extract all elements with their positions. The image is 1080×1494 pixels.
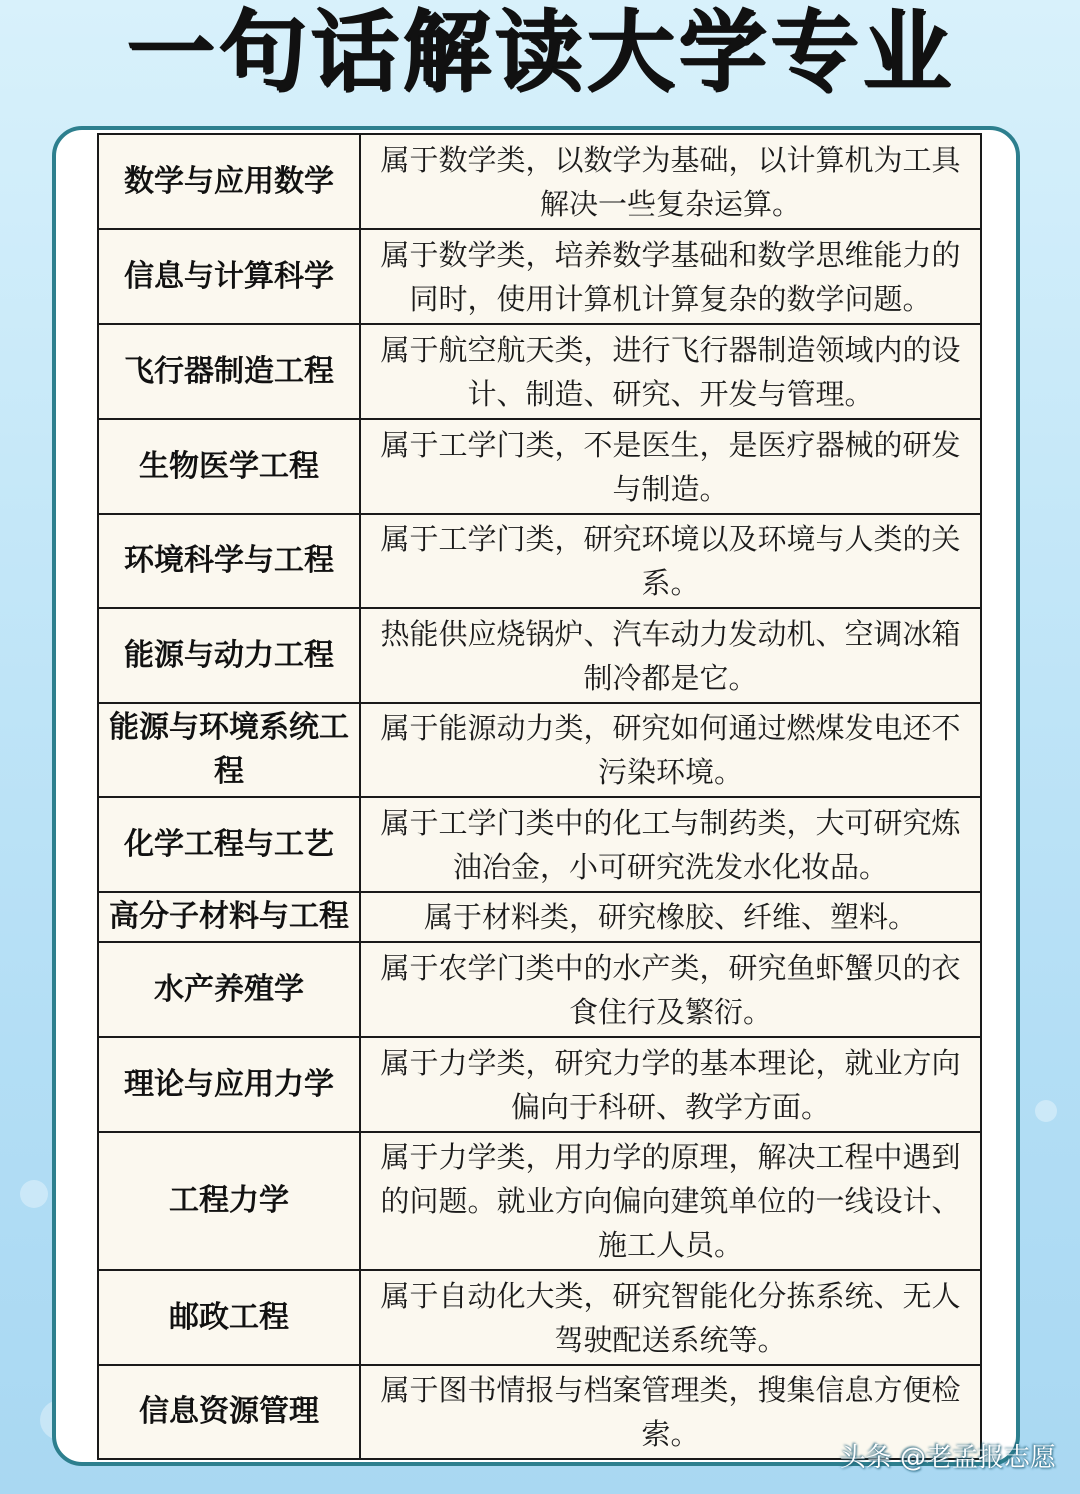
table-row bbox=[98, 134, 981, 229]
major-name: 水产养殖学 bbox=[98, 942, 360, 1037]
table-row bbox=[98, 1037, 981, 1132]
table-row bbox=[98, 703, 981, 797]
table-row bbox=[98, 797, 981, 892]
major-description: 属于自动化大类，研究智能化分拣系统、无人驾驶配送系统等。 bbox=[360, 1270, 981, 1365]
background-bubble bbox=[1035, 1100, 1057, 1122]
major-name: 环境科学与工程 bbox=[98, 514, 360, 608]
major-name: 高分子材料与工程 bbox=[98, 892, 360, 942]
major-name: 化学工程与工艺 bbox=[98, 797, 360, 892]
major-description: 属于工学门类中的化工与制药类，大可研究炼油冶金，小可研究洗发水化妆品。 bbox=[360, 797, 981, 892]
major-description: 属于数学类，培养数学基础和数学思维能力的同时，使用计算机计算复杂的数学问题。 bbox=[360, 229, 981, 324]
table-row bbox=[98, 942, 981, 1037]
table-row bbox=[98, 229, 981, 324]
watermark: 头条 @老孟报志愿 bbox=[839, 1443, 1056, 1473]
major-description: 热能供应烧锅炉、汽车动力发动机、空调冰箱制冷都是它。 bbox=[360, 608, 981, 703]
table-row bbox=[98, 1132, 981, 1270]
page-title: 一句话解读大学专业 bbox=[125, 0, 954, 103]
majors-table bbox=[97, 133, 982, 1460]
table-row bbox=[98, 514, 981, 608]
major-name: 理论与应用力学 bbox=[98, 1037, 360, 1132]
major-description: 属于工学门类，研究环境以及环境与人类的关系。 bbox=[360, 514, 981, 608]
major-description: 属于能源动力类，研究如何通过燃煤发电还不污染环境。 bbox=[360, 703, 981, 797]
major-name: 生物医学工程 bbox=[98, 419, 360, 514]
major-name: 飞行器制造工程 bbox=[98, 324, 360, 419]
table-row bbox=[98, 419, 981, 514]
major-description: 属于力学类，用力学的原理，解决工程中遇到的问题。就业方向偏向建筑单位的一线设计、施工人员。 bbox=[360, 1132, 981, 1270]
major-description: 属于农学门类中的水产类，研究鱼虾蟹贝的衣食住行及繁衍。 bbox=[360, 942, 981, 1037]
background-bubble bbox=[20, 1180, 48, 1208]
major-description: 属于数学类，以数学为基础，以计算机为工具解决一些复杂运算。 bbox=[360, 134, 981, 229]
major-description: 属于材料类，研究橡胶、纤维、塑料。 bbox=[360, 892, 981, 942]
major-name: 信息资源管理 bbox=[98, 1365, 360, 1459]
major-description: 属于力学类，研究力学的基本理论，就业方向偏向于科研、教学方面。 bbox=[360, 1037, 981, 1132]
major-description: 属于工学门类，不是医生，是医疗器械的研发与制造。 bbox=[360, 419, 981, 514]
major-description: 属于航空航天类，进行飞行器制造领域内的设计、制造、研究、开发与管理。 bbox=[360, 324, 981, 419]
major-name: 邮政工程 bbox=[98, 1270, 360, 1365]
major-name: 能源与环境系统工程 bbox=[98, 703, 360, 797]
major-description: 属于图书情报与档案管理类，搜集信息方便检索。 bbox=[360, 1365, 981, 1459]
table-row bbox=[98, 892, 981, 942]
table-row bbox=[98, 1270, 981, 1365]
major-name: 数学与应用数学 bbox=[98, 134, 360, 229]
table-row bbox=[98, 608, 981, 703]
major-name: 信息与计算科学 bbox=[98, 229, 360, 324]
major-name: 工程力学 bbox=[98, 1132, 360, 1270]
table-row bbox=[98, 324, 981, 419]
major-name: 能源与动力工程 bbox=[98, 608, 360, 703]
